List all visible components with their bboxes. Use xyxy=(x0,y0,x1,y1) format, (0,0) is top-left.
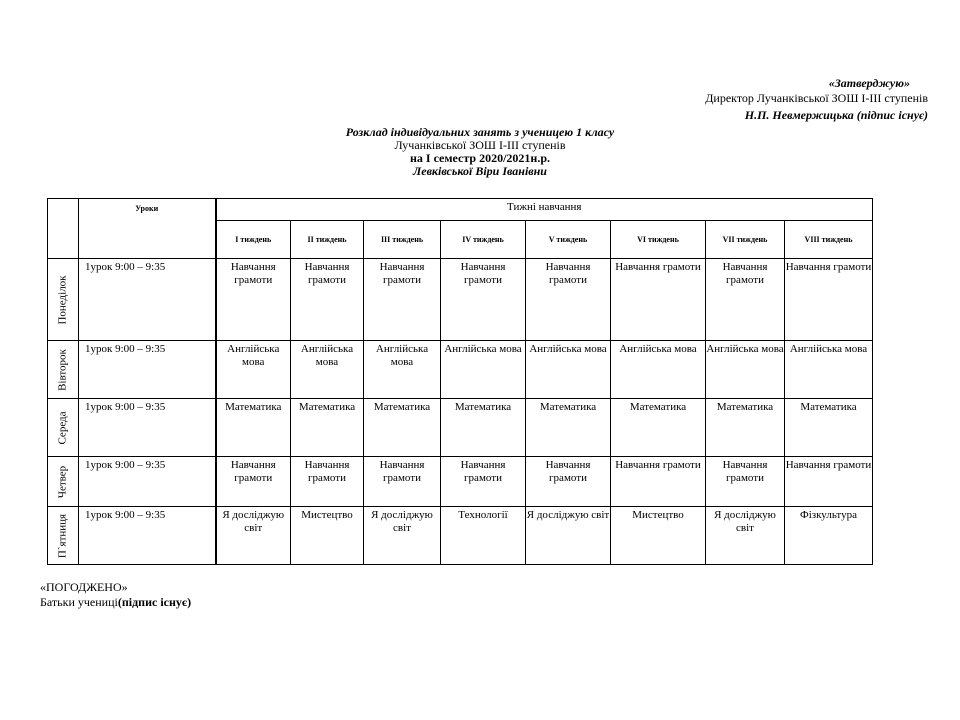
week-header: І тиждень xyxy=(216,221,291,259)
table-row xyxy=(48,507,873,565)
day-cell xyxy=(48,341,79,399)
subject-cell: Навчання грамоти xyxy=(785,457,873,507)
subject-cell: Математика xyxy=(706,399,785,457)
lesson-time: 1урок 9:00 – 9:35 xyxy=(79,341,216,399)
day-label: П`ятниця xyxy=(56,513,69,558)
subject-cell: Навчання грамоти xyxy=(216,259,291,341)
subject-cell: Фізкультура xyxy=(785,507,873,565)
subject-cell: Математика xyxy=(216,399,291,457)
heading-semester: на І семестр 2020/2021н.р. xyxy=(410,151,550,165)
lessons-header: Уроки xyxy=(79,199,216,259)
day-label: Четвер xyxy=(56,465,69,498)
subject-cell: Навчання грамоти xyxy=(785,259,873,341)
day-cell xyxy=(48,399,79,457)
heading-student: Левківської Віри Іванівни xyxy=(413,164,547,178)
subject-cell: Математика xyxy=(611,399,706,457)
day-cell xyxy=(48,507,79,565)
subject-cell: Навчання грамоти xyxy=(611,457,706,507)
subject-cell: Навчання грамоти xyxy=(706,259,785,341)
table-row xyxy=(48,457,873,507)
subject-cell: Мистецтво xyxy=(291,507,364,565)
footer-block xyxy=(40,580,191,610)
agreed-label: «ПОГОДЖЕНО» xyxy=(40,580,128,594)
approval-title: «Затверджую» xyxy=(828,76,910,90)
subject-cell: Я досліджую світ xyxy=(706,507,785,565)
parents-line xyxy=(40,595,191,610)
day-label: Вівторок xyxy=(56,348,69,391)
subject-cell: Англійська мова xyxy=(364,341,441,399)
week-header: ІІ тиждень xyxy=(291,221,364,259)
subject-cell: Навчання грамоти xyxy=(291,259,364,341)
parents-label: Батьки учениці xyxy=(40,595,118,609)
subject-cell: Навчання грамоти xyxy=(216,457,291,507)
subject-cell: Навчання грамоти xyxy=(441,259,526,341)
table-row xyxy=(48,341,873,399)
corner-cell xyxy=(48,199,79,259)
subject-cell: Англійська мова xyxy=(216,341,291,399)
subject-cell: Навчання грамоти xyxy=(706,457,785,507)
approval-name: Н.П. Невмержицька (підпис існує) xyxy=(744,108,928,122)
subject-cell: Навчання грамоти xyxy=(526,457,611,507)
subject-cell: Англійська мова xyxy=(291,341,364,399)
lesson-time: 1урок 9:00 – 9:35 xyxy=(79,457,216,507)
subject-cell: Технології xyxy=(441,507,526,565)
week-header: VІІІ тиждень xyxy=(785,221,873,259)
subject-cell: Математика xyxy=(441,399,526,457)
week-header: ІІІ тиждень xyxy=(364,221,441,259)
approval-position: Директор Лучанківської ЗОШ І-ІІІ ступенів xyxy=(705,91,928,105)
subject-cell: Навчання грамоти xyxy=(611,259,706,341)
week-header: VІ тиждень xyxy=(611,221,706,259)
table-row xyxy=(48,399,873,457)
subject-cell: Математика xyxy=(291,399,364,457)
subject-cell: Математика xyxy=(364,399,441,457)
lesson-time: 1урок 9:00 – 9:35 xyxy=(79,259,216,341)
day-label: Середа xyxy=(56,410,69,445)
week-header: VІІ тиждень xyxy=(706,221,785,259)
subject-cell: Навчання грамоти xyxy=(291,457,364,507)
subject-cell: Математика xyxy=(526,399,611,457)
subject-cell: Я досліджую світ xyxy=(526,507,611,565)
subject-cell: Я досліджую світ xyxy=(216,507,291,565)
subject-cell: Мистецтво xyxy=(611,507,706,565)
subject-cell: Навчання грамоти xyxy=(364,259,441,341)
heading-school: Лучанківської ЗОШ І-ІІІ ступенів xyxy=(394,138,566,152)
subject-cell: Математика xyxy=(785,399,873,457)
subject-cell: Англійська мова xyxy=(785,341,873,399)
table-row xyxy=(48,259,873,341)
lesson-time: 1урок 9:00 – 9:35 xyxy=(79,399,216,457)
subject-cell: Англійська мова xyxy=(706,341,785,399)
subject-cell: Навчання грамоти xyxy=(364,457,441,507)
subject-cell: Англійська мова xyxy=(611,341,706,399)
approval-block xyxy=(705,76,928,123)
lesson-time: 1урок 9:00 – 9:35 xyxy=(79,507,216,565)
heading-title: Розклад індивідуальних занять з ученицею 1 класу xyxy=(345,125,615,139)
subject-cell: Англійська мова xyxy=(526,341,611,399)
week-header: V тиждень xyxy=(526,221,611,259)
parents-signature: (підпис існує) xyxy=(117,595,192,609)
subject-cell: Англійська мова xyxy=(441,341,526,399)
day-cell xyxy=(48,457,79,507)
subject-cell: Навчання грамоти xyxy=(526,259,611,341)
week-header: ІV тиждень xyxy=(441,221,526,259)
day-cell xyxy=(48,259,79,341)
subject-cell: Навчання грамоти xyxy=(441,457,526,507)
subject-cell: Я досліджую світ xyxy=(364,507,441,565)
weeks-header: Тижні навчання xyxy=(216,199,873,221)
schedule-table xyxy=(47,198,873,565)
document-heading xyxy=(0,126,960,178)
day-label: Понеділок xyxy=(56,274,69,325)
